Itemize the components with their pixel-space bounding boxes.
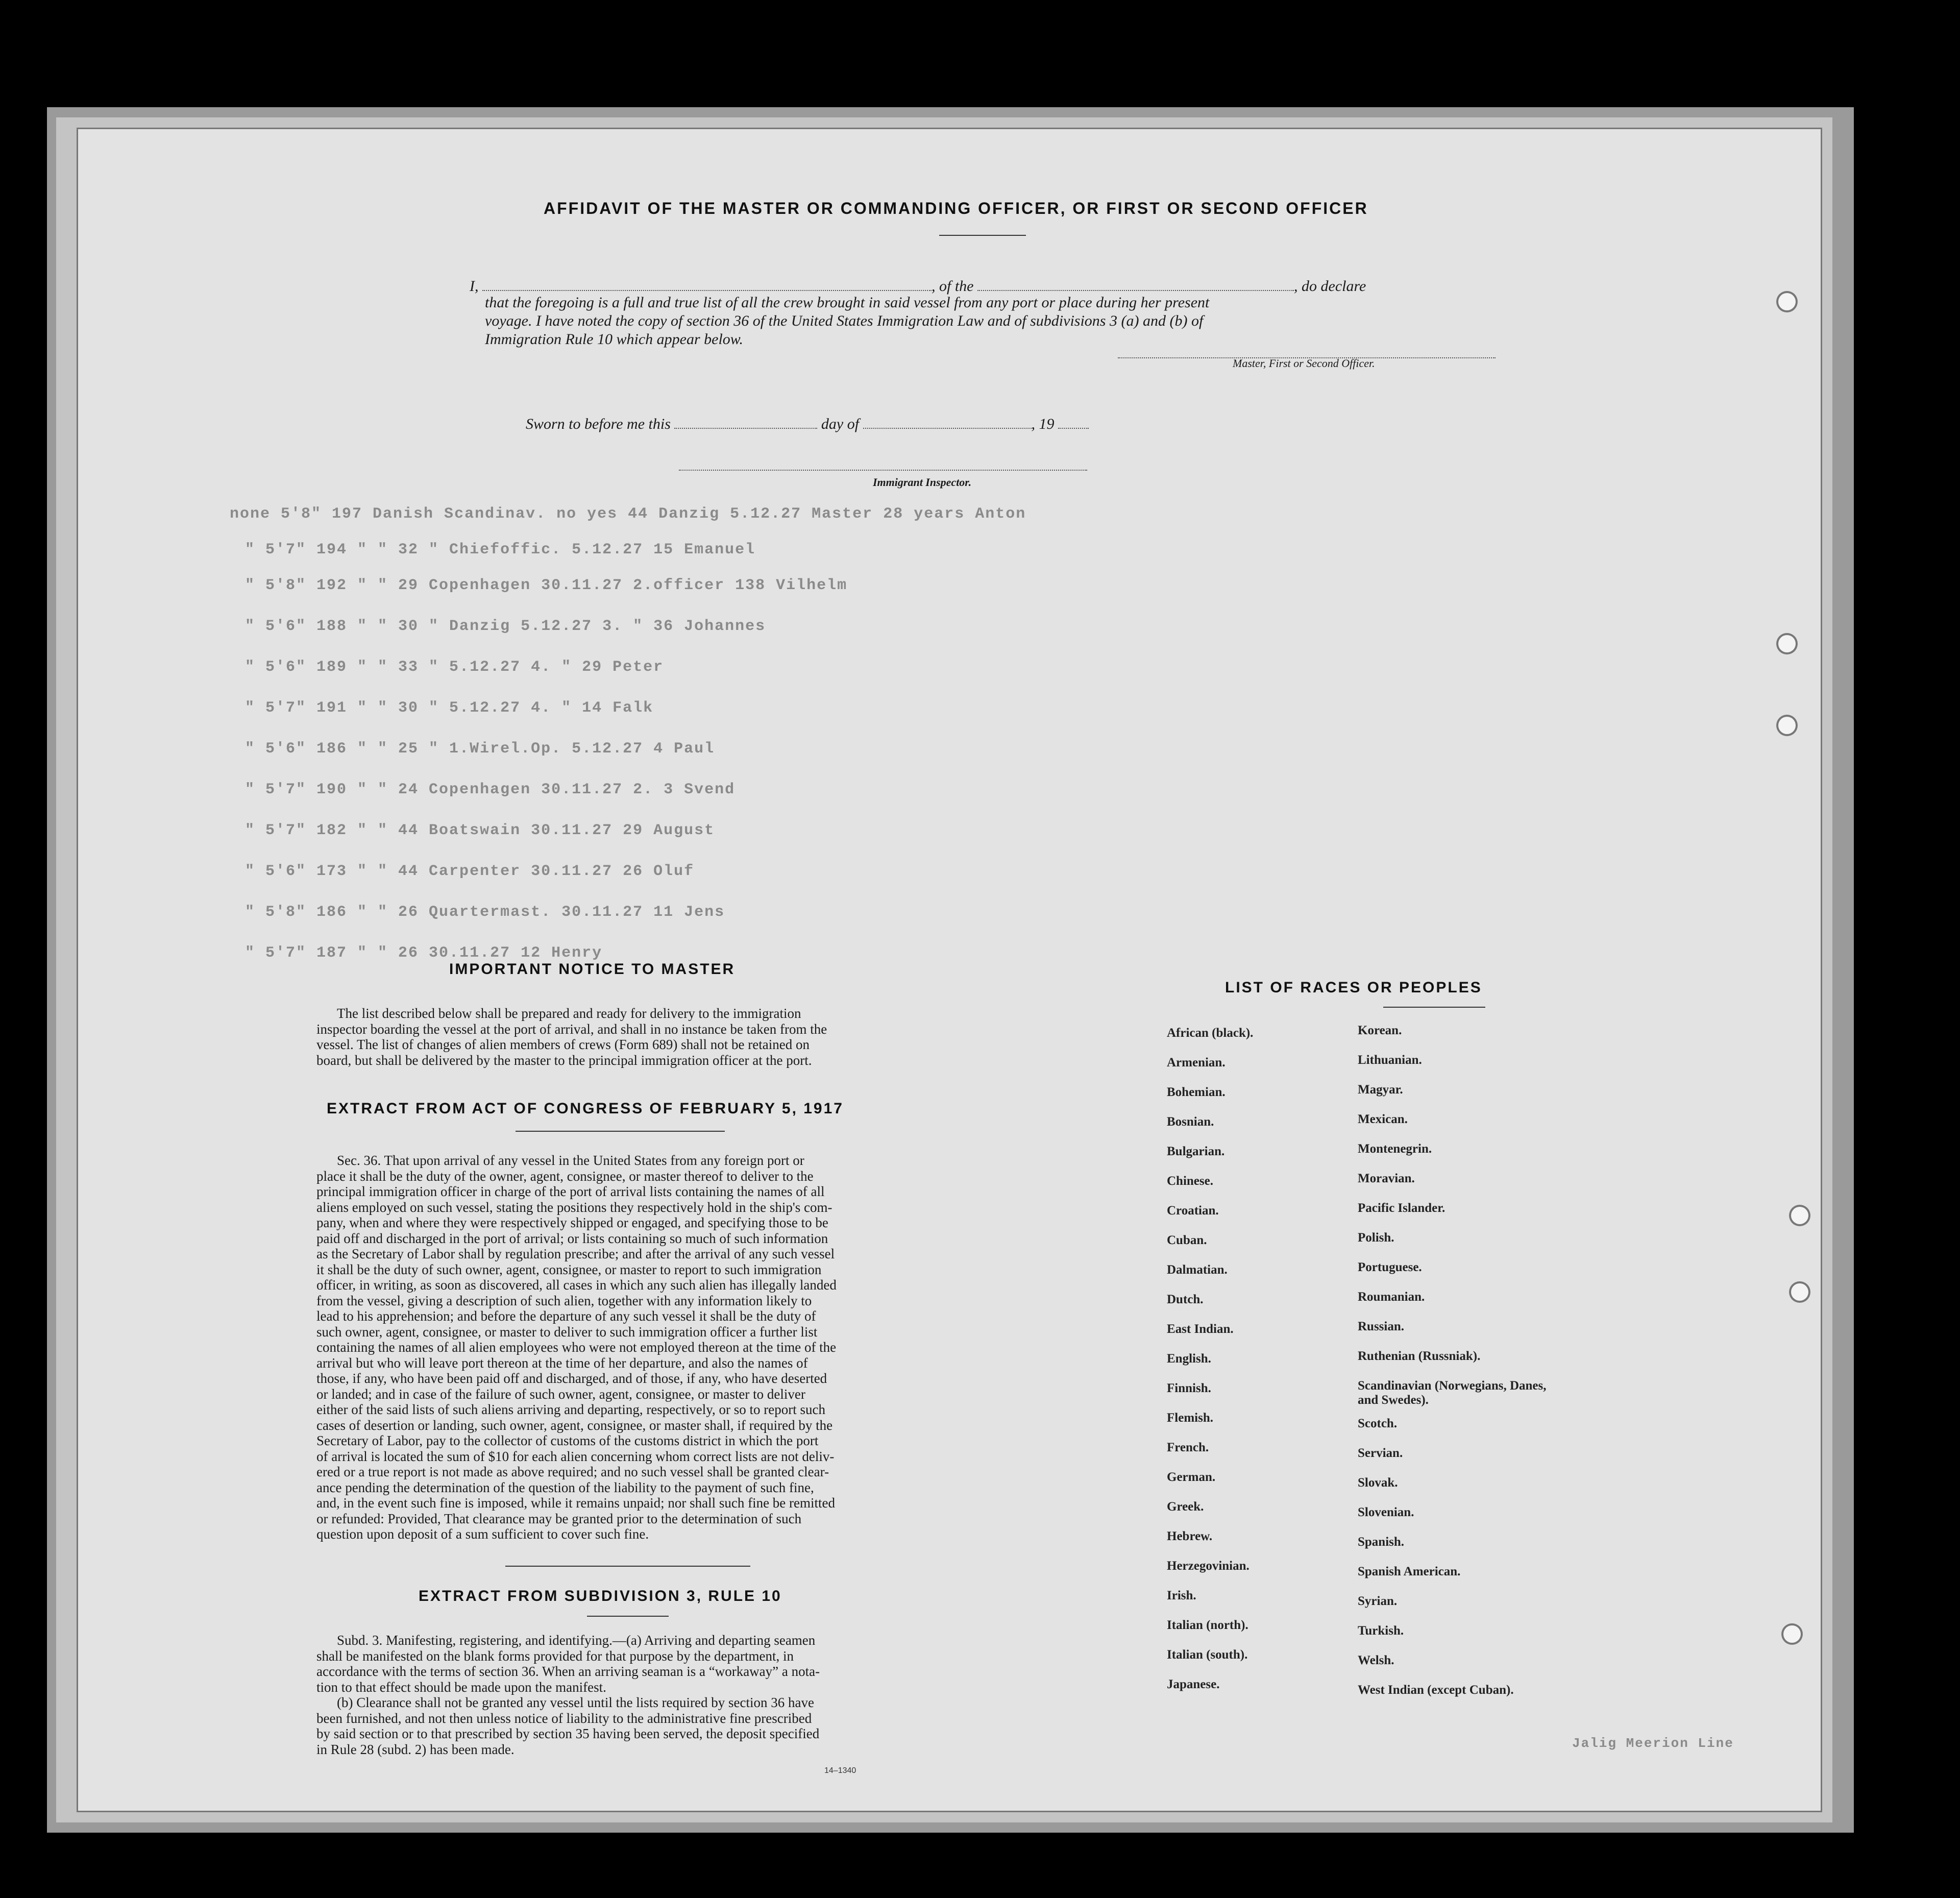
rule-line: accordance with the terms of section 36. When an arriving seaman is a “workaway” a nota- <box>316 1664 820 1679</box>
affidavit-title: AFFIDAVIT OF THE MASTER OR COMMANDING OFFICER, OR FIRST OR SECOND OFFICER <box>544 199 1368 217</box>
act-line: Secretary of Labor, pay to the collector of customs of the customs district in which the port <box>316 1433 819 1448</box>
act-line: either of the said lists of such aliens arriving and departing, respectively, or so to report such <box>316 1402 825 1417</box>
inspector-signature-line[interactable] <box>679 465 1087 471</box>
race-item: Bulgarian. <box>1167 1145 1225 1158</box>
race-item: Cuban. <box>1167 1233 1207 1247</box>
race-item: Roumanian. <box>1358 1290 1425 1304</box>
race-item: Korean. <box>1358 1024 1402 1037</box>
act-line: cases of desertion or landing, such owner, agent, consignee, or master shall, if required by the <box>316 1417 833 1433</box>
race-item: Scotch. <box>1358 1417 1398 1430</box>
race-item: Spanish American. <box>1358 1565 1461 1578</box>
rule-title-rule <box>587 1616 669 1617</box>
bleed-through-footer: Jalig Meerion Line <box>1572 1736 1734 1751</box>
race-item: Greek. <box>1167 1500 1204 1514</box>
year-label: , 19 <box>1031 416 1055 432</box>
race-item: Scandinavian (Norwegians, Danes, and Swedes). <box>1358 1379 1547 1407</box>
race-item: Finnish. <box>1167 1381 1211 1395</box>
rule-line: tion to that effect should be made upon the manifest. <box>316 1679 606 1695</box>
race-item: Slovak. <box>1358 1476 1398 1490</box>
month-field[interactable] <box>863 413 1032 429</box>
act-line: Sec. 36. That upon arrival of any vessel in the United States from any foreign port or <box>337 1153 804 1168</box>
race-item: German. <box>1167 1470 1216 1484</box>
race-item: Polish. <box>1358 1231 1394 1245</box>
race-item: Portuguese. <box>1358 1260 1422 1274</box>
act-line: ance pending the determination of the question of the liability to the payment of such fine, <box>316 1479 814 1495</box>
rule-line: (b) Clearance shall not be granted any vessel until the lists required by section 36 have <box>337 1695 814 1710</box>
inspector-caption: Immigrant Inspector. <box>873 476 972 489</box>
rule-line: by said section or to that prescribed by section 35 having been served, the deposit specified <box>316 1726 820 1741</box>
race-item: East Indian. <box>1167 1322 1234 1336</box>
declaration-line <box>470 276 1366 295</box>
day-of-label: day of <box>821 416 860 432</box>
act-title-rule <box>516 1131 725 1132</box>
race-item: Slovenian. <box>1358 1505 1414 1519</box>
rule-subdivision-3 <box>316 1633 975 1757</box>
race-item: Pacific Islander. <box>1358 1201 1446 1215</box>
notice-line: board, but shall be delivered by the master to the principal immigration officer at the port. <box>316 1052 812 1068</box>
act-line: pany, when and where they were respectively shipped or engaged, and specifying those to be <box>316 1215 828 1230</box>
notice-line: vessel. The list of changes of alien members of crews (Form 689) shall not be retained on <box>316 1037 810 1052</box>
act-line: lead to his apprehension; and before the departure of any such vessel it shall be the duty of <box>316 1308 816 1324</box>
race-item: Bohemian. <box>1167 1085 1226 1099</box>
manifest-page: none 5'8" 197 Danish Scandinav. no yes 44 Danzig 5.12.27 Master 28 years Anton " 5'7" 194 " " 32 " Chiefoffic. 5.12.27 15 Emanuel " 5'8" 192 " " 29 Copenhagen 30.11.27 2.officer 138 Vilhelm " 5'6" 188 " " 30 " Danzig 5.12.27 3. " 36 Johannes " 5'6" 189 " " 33 " 5.12.27 4. " 29 Peter " 5'7" 191 " " 30 " 5.12.27 4. " 14 Falk " 5'6" 186 " " 25 " 1.Wirel.Op. 5.12.27 4 Paul " 5'7" 190 " " 24 Copenhagen 30.11.27 2. 3 Svend " 5'7" 182 " " 44 Boatswain 30.11.27 29 August " 5'6" 173 " " 44 Carpenter 30.11.27 26 Oluf " 5'8" 186 " " 26 Quartermast. 30.11.27 11 Jens " 5'7" 187 " " 26 30.11.27 12 Henry AFFIDAVIT OF THE MASTER OR COMMANDING OFFICER, OR FIRST OR SECOND OFFICER I, , of the , do declare that the foregoing is a full and true list of all the crew brought in said vessel from any port or place during her present voyage. I have noted the copy of section 36 of the United States Immigration Law and of subdivisions 3 (a) and (b) of Immigration Rule 10 which appear below. Master, First or Second Officer. Sworn to before me this day of , 19 Immigrant Inspector. IMPORTANT NOTICE TO MASTER The list described below shall be prepared and ready for delivery to the immigration inspector boarding the vessel at the port of arrival, and shall in no instance be taken from the vessel. The list of changes of alien members of crews (Form 689) shall not be retained on board, but shall be delivered by the master to the principal immigration officer at the port. EXTRACT FROM ACT OF CONGRESS OF FEBRUARY 5, 1917 Sec. 36. That upon arrival of any vessel in the United States from any foreign port or place it shall be the duty of the owner, agent, consignee, or master thereof to deliver to the principal immigration officer in charge of the port of arrival lists containing the names of all aliens employed on such vessel, stating the positions they respectively hold in the ship's com- pany, when and where they were respectively shipped or engaged, and specifying those to be paid off and discharged in the port of arrival; or lists containing so much of such information as the Secretary of Labor shall by regulation prescribe; and after the arrival of any such vessel it shall be the duty of such owner, agent, consignee, or master to report to such immigration officer, in writing, as soon as discovered, all cases in which any such alien has illegally landed from the vessel, giving a description of such alien, together with any information likely to lead to his apprehension; and before the departure of any such vessel it shall be the duty of such owner, agent, consignee, or master to deliver to such immigration officer a further list containing the names of all alien employees who were not employed thereon at the time of the arrival but who will leave port thereon at the time of her departure, and also the names of those, if any, who have been paid off and discharged, and of those, if any, who have deserted or landed; and in case of the failure of such owner, agent, consignee, or master to deliver either of the said lists of such aliens arriving and departing, respectively, or so to report such cases of desertion or landing, such owner, agent, consignee, or master shall, if required by the Secretary of Labor, pay to the collector of customs of the customs district in which the port of arrival is located the sum of $10 for each alien concerning whom correct lists are not deliv- ered or a true report is not made as above required; and no such vessel shall be granted clear- ance pending the determination of the question of the liability to the payment of such fine, and, in the event such fine is imposed, while it remains unpaid; nor shall such fine be remitted or refunded: Provided, That clearance may be granted prior to the determination of such question upon deposit of a sum sufficient to cover such fine. EXTRACT FROM SUBDIVISION 3, RULE 10 Subd. 3. Manifesting, registering, and identifying.—(a) Arriving and departing seamen shall be manifested on the blank forms provided for that purpose by the department, in accordance with the terms of section 36. When an arriving seaman is a “workaway” a nota- tion to that effect should be made upon the manifest. (b) Clearance shall not be granted any vessel until the lists required by section 36 have been furnished, and not then unless notice of liability to the administrative fine prescribed by said section or to that prescribed by section 35 having been served, the deposit specified in Rule 28 (subd. 2) has been made. 14–1340 LIST OF RACES OR PEOPLES African (black). Armenian. Bohemian. Bosnian. Bulgarian. Chinese. Croatian. Cuban. Dalmatian. Dutch. East Indian. English. Finnish. Flemish. French. German. Greek. Hebrew. Herzegovinian. Irish. Italian (north). Italian (south). Japanese. Korean. Lithuanian. Magyar. Mexican. Montenegrin. Moravian. Pacific Islander. Polish. Portuguese. Roumanian. Russian. Ruthenian (Russniak). Scandinavian (Norwegians, Danes, and Swedes). Scotch. Servian. Slovak. Slovenian. Spanish. Spanish American. Syrian. Turkish. Welsh. West Indian (except Cuban). Jalig Meerion Line <box>77 128 1822 1812</box>
race-item: English. <box>1167 1352 1211 1366</box>
act-line: arrival but who will leave port thereon at the time of her departure, and also the names of <box>316 1355 808 1371</box>
race-item: Hebrew. <box>1167 1529 1213 1543</box>
vessel-name-field[interactable] <box>977 276 1294 291</box>
race-item: Dalmatian. <box>1167 1263 1228 1277</box>
of-the-label: , of the <box>932 278 974 295</box>
do-declare-label: , do declare <box>1294 278 1366 295</box>
race-item: Russian. <box>1358 1320 1405 1333</box>
punch-hole-icon <box>1776 633 1798 654</box>
races-title-rule <box>1383 1007 1485 1008</box>
race-item: Moravian. <box>1358 1172 1415 1185</box>
i-label: I, <box>470 278 479 295</box>
race-item: Flemish. <box>1167 1411 1213 1425</box>
notice-line: The list described below shall be prepared and ready for delivery to the immigration <box>337 1006 801 1021</box>
race-item: Irish. <box>1167 1589 1196 1602</box>
race-item: Spanish. <box>1358 1535 1405 1549</box>
notice-title: IMPORTANT NOTICE TO MASTER <box>449 961 736 978</box>
act-line: it shall be the duty of such owner, agent, consignee, or master to report to such immigration <box>316 1261 822 1277</box>
race-item: Italian (north). <box>1167 1618 1248 1632</box>
officer-name-field[interactable] <box>482 276 932 291</box>
statement-line: Immigration Rule 10 which appear below. <box>485 331 744 348</box>
day-field[interactable] <box>674 413 817 429</box>
race-item: Dutch. <box>1167 1293 1204 1306</box>
act-line: ered or a true report is not made as above required; and no such vessel shall be granted clear- <box>316 1464 829 1479</box>
signature-caption: Master, First or Second Officer. <box>1233 357 1375 370</box>
rule-line: shall be manifested on the blank forms provided for that purpose by the department, in <box>316 1648 794 1664</box>
act-line: or landed; and in case of the failure of such owner, agent, consignee, or master to deliver <box>316 1386 805 1402</box>
act-line: and, in the event such fine is imposed, while it remains unpaid; nor shall such fine be remitted <box>316 1495 836 1511</box>
race-item: African (black). <box>1167 1026 1254 1040</box>
punch-hole-icon <box>1776 715 1798 736</box>
act-extract-title: EXTRACT FROM ACT OF CONGRESS OF FEBRUARY 5, 1917 <box>327 1100 844 1117</box>
affidavit-statement <box>485 294 1526 349</box>
notice-line: inspector boarding the vessel at the port of arrival, and shall in no instance be taken from the <box>316 1021 827 1037</box>
races-title: LIST OF RACES OR PEOPLES <box>1225 979 1482 996</box>
race-item: Armenian. <box>1167 1056 1226 1069</box>
punch-hole-icon <box>1789 1205 1810 1226</box>
race-item: Croatian. <box>1167 1204 1219 1218</box>
race-item: Servian. <box>1358 1446 1403 1460</box>
act-line: of arrival is located the sum of $10 for each alien concerning whom correct lists are not deliv- <box>316 1448 835 1464</box>
title-rule <box>939 235 1026 236</box>
punch-hole-icon <box>1776 291 1798 312</box>
act-line: or refunded: Provided, That clearance may be granted prior to the determination of such <box>316 1511 802 1526</box>
act-line: place it shall be the duty of the owner, agent, consignee, or master thereof to deliver to the <box>316 1168 814 1184</box>
race-item: Syrian. <box>1358 1594 1398 1608</box>
race-item: Mexican. <box>1358 1112 1408 1126</box>
race-item: Chinese. <box>1167 1174 1213 1188</box>
rule-line: in Rule 28 (subd. 2) has been made. <box>316 1741 514 1757</box>
race-item: Magyar. <box>1358 1083 1403 1097</box>
sworn-line <box>526 413 1089 433</box>
sworn-label: Sworn to before me this <box>526 416 671 432</box>
act-line: principal immigration officer in charge of the port of arrival lists containing the names of all <box>316 1184 825 1199</box>
race-item: Welsh. <box>1358 1653 1394 1667</box>
act-section-36 <box>316 1153 975 1542</box>
rule-line: been furnished, and not then unless notice of liability to the administrative fine prescribed <box>316 1710 812 1726</box>
race-item: Herzegovinian. <box>1167 1559 1250 1573</box>
race-item: French. <box>1167 1441 1209 1454</box>
race-item: Japanese. <box>1167 1677 1220 1691</box>
race-item: Italian (south). <box>1167 1648 1248 1662</box>
statement-line: voyage. I have noted the copy of section 36 of the United States Immigration Law and of subdivisions 3 (a) and (b) of <box>485 312 1204 329</box>
act-line: officer, in writing, as soon as discovered, all cases in which any such alien has illegally landed <box>316 1277 837 1293</box>
notice-body <box>316 1006 975 1068</box>
act-line: paid off and discharged in the port of arrival; or lists containing so much of such information <box>316 1230 828 1246</box>
punch-hole-icon <box>1789 1281 1810 1303</box>
statement-line: that the foregoing is a full and true list of all the crew brought in said vessel from any port or place during her present <box>485 294 1210 311</box>
punch-hole-icon <box>1781 1623 1803 1645</box>
race-item: Turkish. <box>1358 1624 1404 1638</box>
act-line: from the vessel, giving a description of such alien, together with any information likely to <box>316 1293 812 1308</box>
rule-line: Subd. 3. Manifesting, registering, and identifying.—(a) Arriving and departing seamen <box>337 1633 816 1648</box>
act-line: those, if any, who have been paid off and discharged, and of those, if any, who have deserted <box>316 1371 827 1386</box>
form-number: 14–1340 <box>824 1766 856 1775</box>
act-line: containing the names of all alien employees who were not employed thereon at the time of the <box>316 1340 837 1355</box>
race-item: West Indian (except Cuban). <box>1358 1683 1514 1697</box>
race-item: Bosnian. <box>1167 1115 1214 1129</box>
act-line: as the Secretary of Labor shall by regulation prescribe; and after the arrival of any such vessel <box>316 1246 835 1261</box>
race-item: Ruthenian (Russniak). <box>1358 1349 1481 1363</box>
rule-extract-title: EXTRACT FROM SUBDIVISION 3, RULE 10 <box>419 1588 782 1604</box>
act-end-rule <box>505 1566 750 1567</box>
act-line: question upon deposit of a sum sufficient to cover such fine. <box>316 1526 649 1542</box>
act-line: such owner, agent, consignee, or master to deliver to such immigration officer a further list <box>316 1324 818 1340</box>
year-field[interactable] <box>1058 413 1089 429</box>
act-line: aliens employed on such vessel, stating the positions they respectively hold in the ship's com- <box>316 1199 832 1215</box>
race-item: Lithuanian. <box>1358 1053 1422 1067</box>
race-item: Montenegrin. <box>1358 1142 1432 1156</box>
